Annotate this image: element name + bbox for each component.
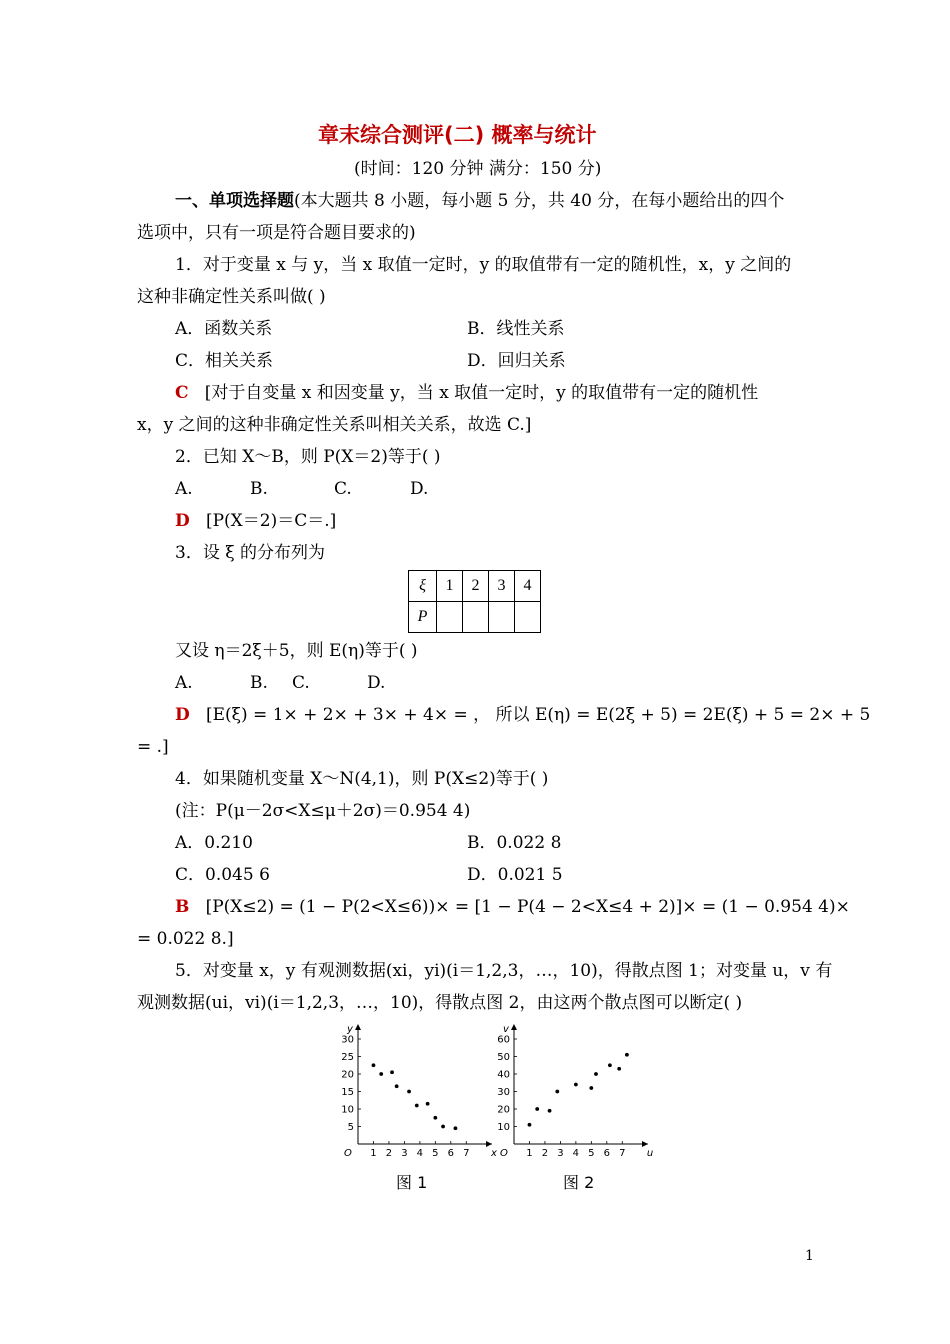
table-row [409, 602, 541, 633]
data-point [625, 1053, 629, 1057]
q1-option-a: A．函数关系 [175, 319, 273, 339]
q4-solution [175, 896, 850, 918]
data-point [390, 1070, 394, 1074]
data-point [441, 1125, 445, 1129]
scatter-plot-1 [332, 1022, 497, 1162]
table-cell: ξ [409, 571, 437, 602]
q3-explain: [E(ξ) = 1× + 2× + 3× + 4× = ， 所以 E(η) = E(2ξ + 5) = 2E(ξ) + 5 = 2× + 5 [205, 705, 871, 725]
data-point [372, 1063, 376, 1067]
data-point [608, 1063, 612, 1067]
figure-2-caption: 图 2 [563, 1173, 595, 1192]
table-cell: 4 [515, 571, 541, 602]
data-point [548, 1109, 552, 1113]
x-axis-label: u [646, 1148, 654, 1159]
x-tick-label: 7 [619, 1148, 626, 1159]
y-axis-label: y [347, 1024, 353, 1035]
data-point [395, 1084, 399, 1088]
x-tick-label: 6 [603, 1148, 610, 1159]
y-tick-label: 20 [497, 1104, 510, 1116]
q2-option-a: A. [175, 479, 193, 499]
x-axis-arrow [642, 1141, 648, 1147]
q1-explain-line2: x，y 之间的这种非确定性关系叫相关关系，故选 C.] [137, 415, 532, 435]
y-tick-label: 40 [497, 1069, 510, 1081]
scatter-plot-2 [488, 1022, 658, 1162]
y-axis-arrow [511, 1024, 517, 1030]
q4-stem: 4．如果随机变量 X～N(4,1)，则 P(X≤2)等于( ) [175, 769, 549, 789]
data-point [433, 1116, 437, 1120]
data-point [415, 1104, 419, 1108]
data-point [594, 1072, 598, 1076]
q1-option-c: C．相关关系 [175, 351, 274, 371]
y-tick-label: 30 [341, 1034, 354, 1046]
q1-option-d: D．回归关系 [467, 351, 566, 371]
y-tick-label: 60 [497, 1034, 510, 1046]
section-desc: (本大题共 8 小题，每小题 5 分，共 40 分，在每小题给出的四个 [294, 191, 785, 211]
distribution-table [408, 570, 541, 633]
y-tick-label: 50 [497, 1052, 510, 1063]
q3-stem-line2: 又设 η＝2ξ＋5，则 E(η)等于( ) [175, 641, 418, 661]
q1-answer: C [175, 383, 189, 403]
x-tick-label: 4 [416, 1148, 424, 1159]
y-tick-label: 15 [341, 1087, 354, 1098]
y-axis-arrow [355, 1024, 361, 1030]
x-tick-label: 3 [557, 1148, 564, 1159]
exam-info: (时间：120 分钟 满分：150 分) [354, 159, 602, 179]
q4-explain: [P(X≤2) = (1 − P(2<X≤6))× = [1 − P(4 − 2<X≤4 + 2)]× = (1 − 0.954 4)× [205, 897, 850, 917]
q5-stem-line2: 观测数据(ui，vi)(i＝1,2,3，…，10)，得散点图 2，由这两个散点图可以断定( ) [137, 993, 743, 1013]
q3-option-a: A. [175, 673, 193, 693]
q1-stem: 1．对于变量 x 与 y，当 x 取值一定时，y 的取值带有一定的随机性，x，y 之间的 [175, 255, 792, 275]
q3-option-b: B. [250, 673, 268, 693]
table-cell [515, 602, 541, 633]
q2-option-c: C. [334, 479, 352, 499]
q2-stem: 2．已知 X～B，则 P(X＝2)等于( ) [175, 447, 441, 467]
x-tick-label: 5 [588, 1148, 595, 1159]
q1-option-b: B．线性关系 [467, 319, 565, 339]
q1-explain: [对于自变量 x 和因变量 y，当 x 取值一定时，y 的取值带有一定的随机性 [204, 383, 759, 403]
table-cell: 1 [437, 571, 463, 602]
q5-stem: 5．对变量 x，y 有观测数据(xi，yi)(i＝1,2,3，…，10)，得散点图 1；对变量 u，v 有 [175, 961, 833, 981]
section-desc-line2: 选项中，只有一项是符合题目要求的) [137, 223, 416, 243]
q3-explain-line2: = .] [137, 737, 169, 757]
data-point [426, 1102, 430, 1106]
x-tick-label: 5 [432, 1148, 439, 1159]
y-tick-label: 10 [497, 1122, 510, 1133]
q3-answer: D [175, 705, 190, 725]
x-tick-label: 2 [385, 1148, 393, 1159]
q3-stem: 3．设 ξ 的分布列为 [175, 543, 325, 563]
q2-answer: D [175, 511, 190, 531]
x-tick-label: 3 [401, 1148, 408, 1159]
table-row-header [409, 571, 541, 602]
data-point [407, 1090, 411, 1094]
y-tick-label: 25 [341, 1052, 354, 1063]
origin-label: O [500, 1148, 508, 1159]
q4-explain-line2: = 0.022 8.] [137, 929, 234, 949]
data-point [555, 1090, 559, 1094]
q3-option-d: D. [367, 673, 386, 693]
q4-answer: B [175, 897, 190, 917]
data-point [454, 1126, 458, 1130]
q2-solution [175, 510, 336, 532]
q4-option-c: C．0.045 6 [175, 865, 270, 885]
data-point [528, 1123, 532, 1127]
page-title: 章末综合测评(二) 概率与统计 [318, 123, 597, 147]
q1-stem-line2: 这种非确定性关系叫做( ) [137, 287, 326, 307]
table-cell: 2 [463, 571, 489, 602]
data-point [617, 1067, 621, 1071]
q2-explain: [P(X＝2)＝C＝.] [205, 511, 337, 531]
q4-option-d: D．0.021 5 [467, 865, 563, 885]
table-cell: 3 [489, 571, 515, 602]
table-cell: P [409, 602, 437, 633]
table-cell [489, 602, 515, 633]
data-point [535, 1107, 539, 1111]
q1-solution [175, 382, 758, 404]
data-point [379, 1072, 383, 1076]
figure-1-caption: 图 1 [396, 1173, 428, 1192]
y-tick-label: 30 [497, 1087, 510, 1098]
q3-option-c: C. [292, 673, 310, 693]
origin-label: O [344, 1148, 352, 1159]
y-tick-label: 20 [341, 1069, 354, 1081]
section-heading [175, 190, 784, 212]
q4-note: (注：P(μ－2σ<X≤μ＋2σ)＝0.954 4) [175, 801, 471, 821]
q4-option-b: B．0.022 8 [467, 833, 562, 853]
y-tick-label: 5 [347, 1122, 354, 1133]
page-number: 1 [805, 1248, 814, 1264]
x-tick-label: 4 [572, 1148, 580, 1159]
section-label: 一、单项选择题 [175, 191, 294, 211]
x-tick-label: 2 [541, 1148, 549, 1159]
q3-solution [175, 704, 870, 726]
y-axis-label: v [503, 1024, 509, 1035]
data-point [589, 1086, 593, 1090]
table-cell [437, 602, 463, 633]
data-point [574, 1083, 578, 1087]
x-tick-label: 6 [447, 1148, 454, 1159]
x-axis-label: x [491, 1148, 497, 1159]
x-tick-label: 7 [463, 1148, 470, 1159]
q2-option-d: D. [410, 479, 429, 499]
table-cell [463, 602, 489, 633]
y-tick-label: 10 [341, 1104, 354, 1116]
q2-option-b: B. [250, 479, 268, 499]
q4-option-a: A．0.210 [175, 833, 253, 853]
x-tick-label: 1 [526, 1148, 533, 1159]
x-tick-label: 1 [370, 1148, 377, 1159]
